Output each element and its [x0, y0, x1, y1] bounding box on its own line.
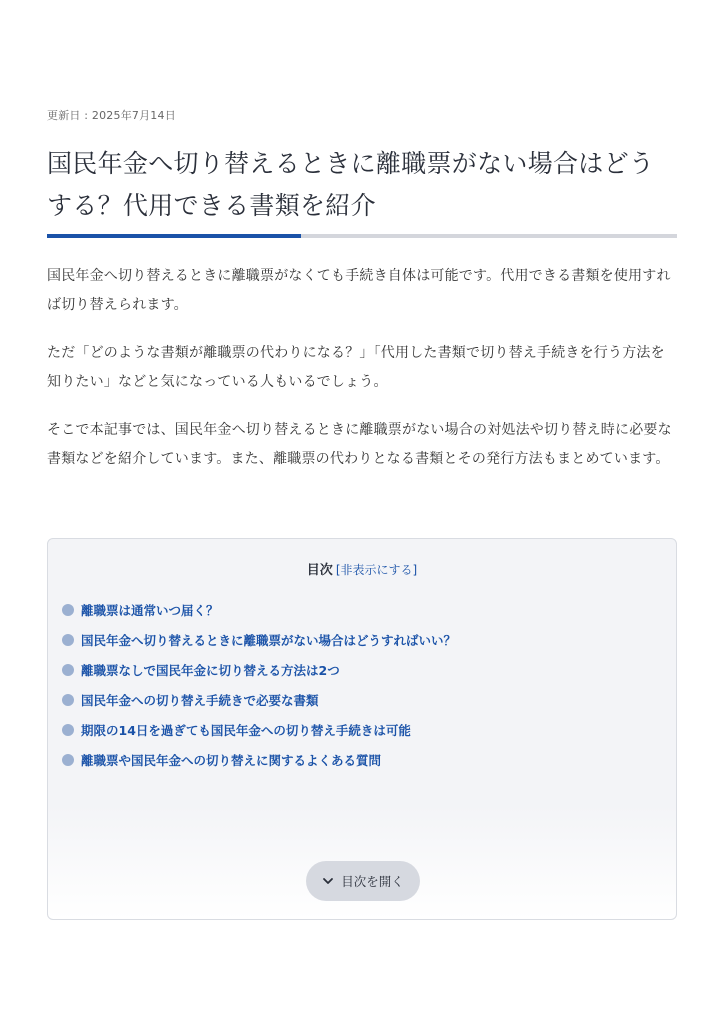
toc-item-1[interactable]: [62, 595, 456, 625]
bullet-icon: [62, 754, 74, 766]
toc-item-2[interactable]: [62, 625, 456, 655]
toc-title: 目次: [306, 563, 333, 578]
toc-item-label: 離職票なしで国民年金に切り替える方法は2つ: [81, 663, 340, 678]
title-underline-accent: [47, 234, 301, 238]
bullet-icon: [62, 664, 74, 676]
toc-hide-toggle[interactable]: [非表示にする]: [335, 563, 418, 577]
table-of-contents: [47, 538, 677, 920]
intro-paragraph-1: 国民年金へ切り替えるときに離職票がなくても手続き自体は可能です。代用できる書類を使用すれば切り替えられます。: [47, 268, 671, 313]
bullet-icon: [62, 634, 74, 646]
bullet-icon: [62, 604, 74, 616]
toc-item-5[interactable]: [62, 715, 456, 745]
toc-header: [48, 559, 676, 578]
bullet-icon: [62, 694, 74, 706]
intro-paragraph-2: ただ「どのような書類が離職票の代わりになる？」「代用した書類で切り替え手続きを行う方法を知りたい」などと気になっている人もいるでしょう。: [47, 345, 665, 390]
bullet-icon: [62, 724, 74, 736]
toc-item-label: 国民年金へ切り替えるときに離職票がない場合はどうすればいい？: [81, 633, 457, 648]
chevron-down-icon: [322, 875, 334, 887]
toc-item-label: 離職票や国民年金への切り替えに関するよくある質問: [81, 753, 382, 768]
toc-item-6[interactable]: [62, 745, 456, 775]
page-title: 国民年金へ切り替えるときに離職票がない場合はどうする？代用できる書類を紹介: [47, 149, 655, 220]
toc-open-button-label: 目次を開く: [341, 874, 404, 889]
toc-item-label: 期限の14日を過ぎても国民年金への切り替え手続きは可能: [81, 723, 411, 738]
toc-item-3[interactable]: [62, 655, 456, 685]
updated-date: 更新日 : 2025年7月14日: [47, 109, 176, 122]
toc-item-4[interactable]: [62, 685, 456, 715]
article-intro: [47, 262, 677, 493]
intro-paragraph-3: そこで本記事では、国民年金へ切り替えるときに離職票がない場合の対処法や切り替え時に必要な書類などを紹介しています。また、離職票の代わりとなる書類とその発行方法もまとめています。: [47, 422, 672, 467]
toc-open-button[interactable]: [306, 861, 420, 901]
toc-list: [62, 595, 456, 775]
toc-item-label: 離職票は通常いつ届く？: [81, 603, 219, 618]
title-underline: [47, 234, 677, 238]
toc-item-label: 国民年金への切り替え手続きで必要な書類: [81, 693, 319, 708]
